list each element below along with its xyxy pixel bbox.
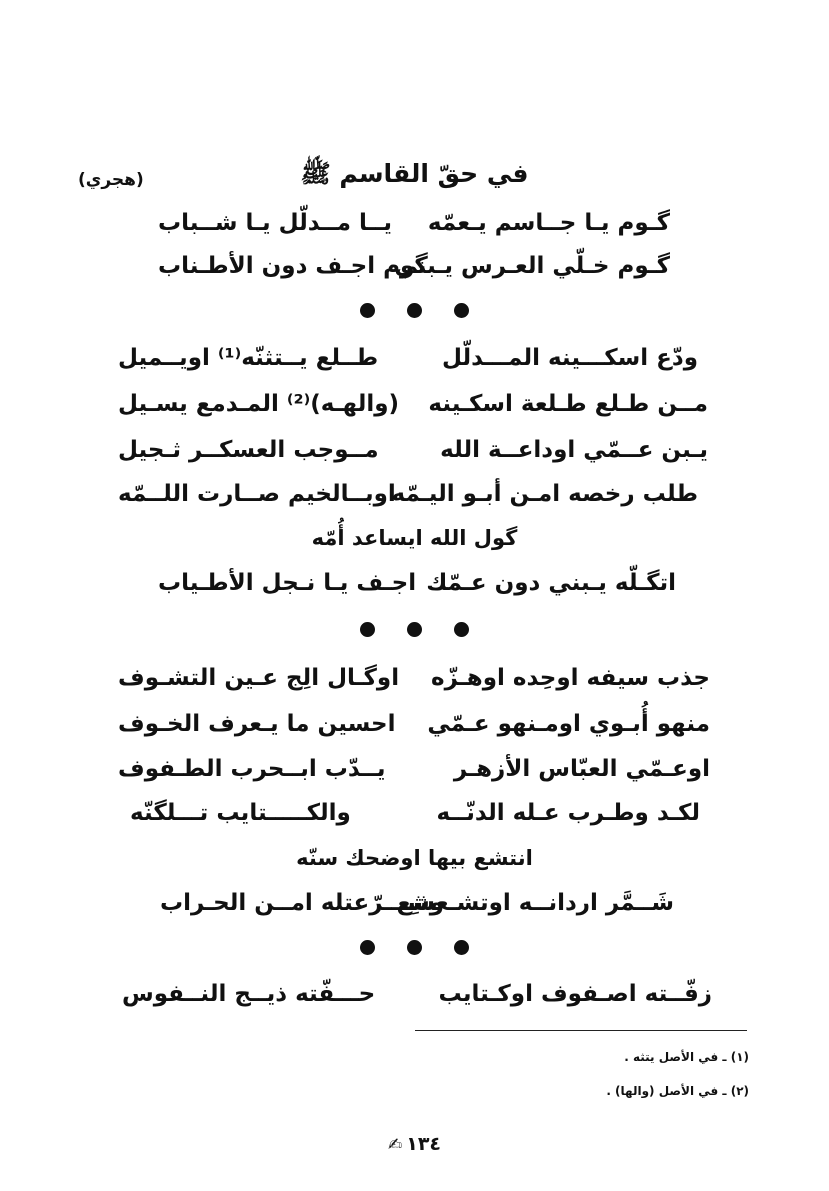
verse <box>118 432 708 468</box>
footnote-rule <box>415 1030 747 1031</box>
single-line: انتشع بيها اوضحك سنّه <box>296 846 533 870</box>
first-hemistich: لكـد وطـرب عـله الدنّــه <box>436 800 700 826</box>
second-hemistich: (والهـه)⁽²⁾ المـدمع يسـيل <box>118 391 400 417</box>
title-row <box>0 158 829 198</box>
second-hemistich: اوبــالخيم صــارت اللــمّه <box>118 481 396 507</box>
first-hemistich: زفّــته اصـفوف اوكـتايب <box>438 981 712 1007</box>
second-hemistich: اجـف يـا نـجل الأطـياب <box>158 570 417 596</box>
first-hemistich: طلب رخصه امـن أبـو اليـمّه <box>391 481 698 507</box>
second-hemistich: گوم اجـف دون الأطـناب <box>158 253 428 279</box>
first-hemistich: يـبن عــمّي اوداعــة الله <box>440 437 708 463</box>
page-number <box>0 1133 829 1155</box>
verse <box>118 476 698 512</box>
poem-title: في حقّ القاسم ﷺ <box>300 159 529 188</box>
verse <box>158 565 676 601</box>
second-hemistich: مــوجب العسكــر ثـجيل <box>118 437 379 463</box>
stanza-separator <box>0 622 829 642</box>
verse <box>130 795 700 831</box>
stanza-separator <box>0 940 829 960</box>
verse <box>160 885 674 921</box>
second-hemistich: حـــفّته ذيــج النــفوس <box>122 981 376 1007</box>
pen-icon: ✍ <box>387 1135 403 1155</box>
first-hemistich: اتگـلّه يـبني دون عـمّك <box>426 570 676 596</box>
second-hemistich: يــدّب ابــحرب الطـفوف <box>118 756 386 782</box>
separator-dot <box>407 940 422 955</box>
separator-dot <box>454 940 469 955</box>
first-hemistich: مــن طـلع طـلعة اسكـينه <box>428 391 708 417</box>
separator-dot <box>407 303 422 318</box>
second-hemistich: احسين ما يـعرف الخـوف <box>118 711 396 737</box>
first-hemistich: ودّع اسكـــينه المـــدلّل <box>442 345 698 371</box>
verse <box>118 706 710 742</box>
verse <box>122 976 712 1012</box>
stanza-separator <box>0 303 829 323</box>
verse <box>118 751 710 787</box>
separator-dot <box>360 940 375 955</box>
verse <box>158 205 670 241</box>
first-hemistich: گـوم يـا جــاسم يـعمّه <box>427 210 670 236</box>
separator-dot <box>360 303 375 318</box>
first-hemistich: شَــمَّر اردانــه اوتشـعشع <box>396 890 674 916</box>
second-hemistich: يــا مــدلّل يـا شــباب <box>158 210 393 236</box>
separator-dot <box>360 622 375 637</box>
first-hemistich: گـوم خـلّي العـرس يـبني <box>394 253 670 279</box>
poem-genre: (هجري) <box>78 170 144 190</box>
verse <box>118 660 710 696</box>
footnote-2: (٢) ـ في الأصل (والها) . <box>606 1084 749 1098</box>
single-line: گول الله ايساعد أُمّه <box>311 526 518 550</box>
first-hemistich: جذب سيفه اوحِده اوهـزّه <box>431 665 710 691</box>
separator-dot <box>454 303 469 318</box>
footnote-1: (١) ـ في الأصل يتثه . <box>624 1050 749 1064</box>
separator-dot <box>407 622 422 637</box>
second-hemistich: وشِـــرّعتله امــن الحـراب <box>160 890 445 916</box>
separator-dot <box>454 622 469 637</box>
first-hemistich: منهو أُبـوي اومـنهو عـمّي <box>427 711 710 737</box>
second-hemistich: والكـــــتايب تـــلگنّه <box>130 800 351 826</box>
page-number-text: ١٣٤ <box>406 1133 442 1155</box>
verse <box>118 386 708 422</box>
second-hemistich: طــلع يــتثنّه⁽¹⁾ اويــميل <box>118 345 379 371</box>
verse <box>158 248 670 284</box>
verse <box>118 340 698 376</box>
second-hemistich: اوگـال الِج عـين التشـوف <box>118 665 400 691</box>
first-hemistich: اوعـمّي العبّاس الأزهـر <box>453 756 710 782</box>
